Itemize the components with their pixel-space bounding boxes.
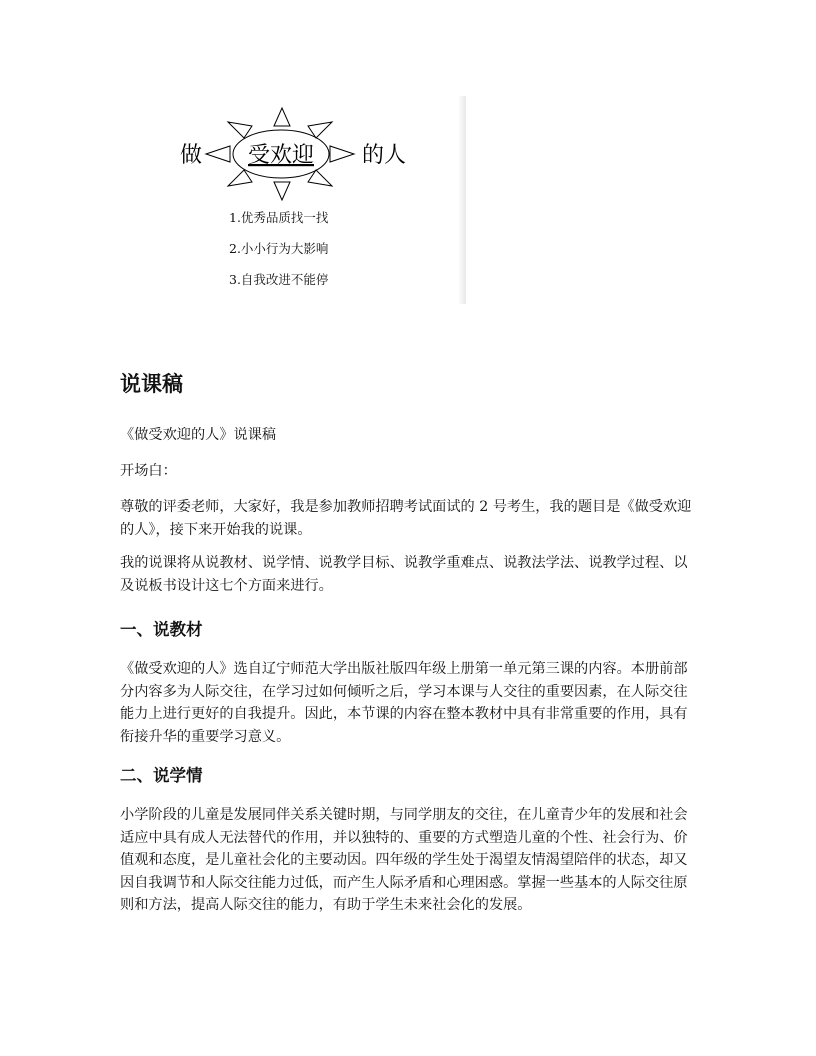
section-textbook-paragraph: 《做受欢迎的人》选自辽宁师范大学出版社版四年级上册第一单元第三课的内容。本册前部分内容多为人际交往，在学习过如何倾听之后，学习本课与人交往的重要因素，在人际交往能力上进行更好的自我提升。因此，本节课的内容在整本教材中具有非常重要的作用，具有衔接升华的重要学习意义。 xyxy=(120,661,688,745)
ray-left xyxy=(206,146,230,162)
ray-bottom-left xyxy=(228,170,252,186)
board-center-text: 受欢迎 xyxy=(248,143,315,168)
section-heading-textbook: 一、说教材 xyxy=(120,620,203,639)
board-right-text: 的人 xyxy=(362,143,407,168)
board-left-char: 做 xyxy=(180,143,203,168)
opening-paragraph: 尊敬的评委老师，大家好，我是参加教师招聘考试面试的 2 号考生，我的题目是《做受欢迎的人》，接下来开始我的说课。 xyxy=(120,499,692,538)
section-students-paragraph: 小学阶段的儿童是发展同伴关系关键时期，与同学朋友的交往，在儿童青少年的发展和社会适应中具有成人无法替代的作用，并以独特的、重要的方式塑造儿童的个性、社会行为、价值观和态度，是儿童社会化的主要动因。四年级的学生处于渴望友情渴望陪伴的状态，却又因自我调节和人际交往能力过低，而产生人际矛盾和心理困惑。掌握一些基本的人际交往原则和方法，提高人际交往的能力，有助于学生未来社会化的发展。 xyxy=(120,807,688,914)
section-heading-students: 二、说学情 xyxy=(120,766,203,785)
ray-right xyxy=(330,146,354,162)
ray-top-left xyxy=(228,122,252,138)
board-design-image xyxy=(172,96,466,304)
ray-top xyxy=(274,108,290,126)
ray-bottom xyxy=(274,182,290,200)
board-item: 1.优秀品质找一找 xyxy=(229,210,329,225)
board-item: 2.小小行为大影响 xyxy=(229,241,329,256)
opening-label: 开场白： xyxy=(120,463,177,479)
board-items xyxy=(229,202,328,295)
document-title: 说课稿 xyxy=(120,372,183,396)
board-item: 3.自我改进不能停 xyxy=(229,272,329,287)
document-subtitle: 《做受欢迎的人》说课稿 xyxy=(120,427,277,443)
overview-paragraph: 我的说课将从说教材、说学情、说教学目标、说教学重难点、说教法学法、说教学过程、以及说板书设计这七个方面来进行。 xyxy=(120,555,688,594)
